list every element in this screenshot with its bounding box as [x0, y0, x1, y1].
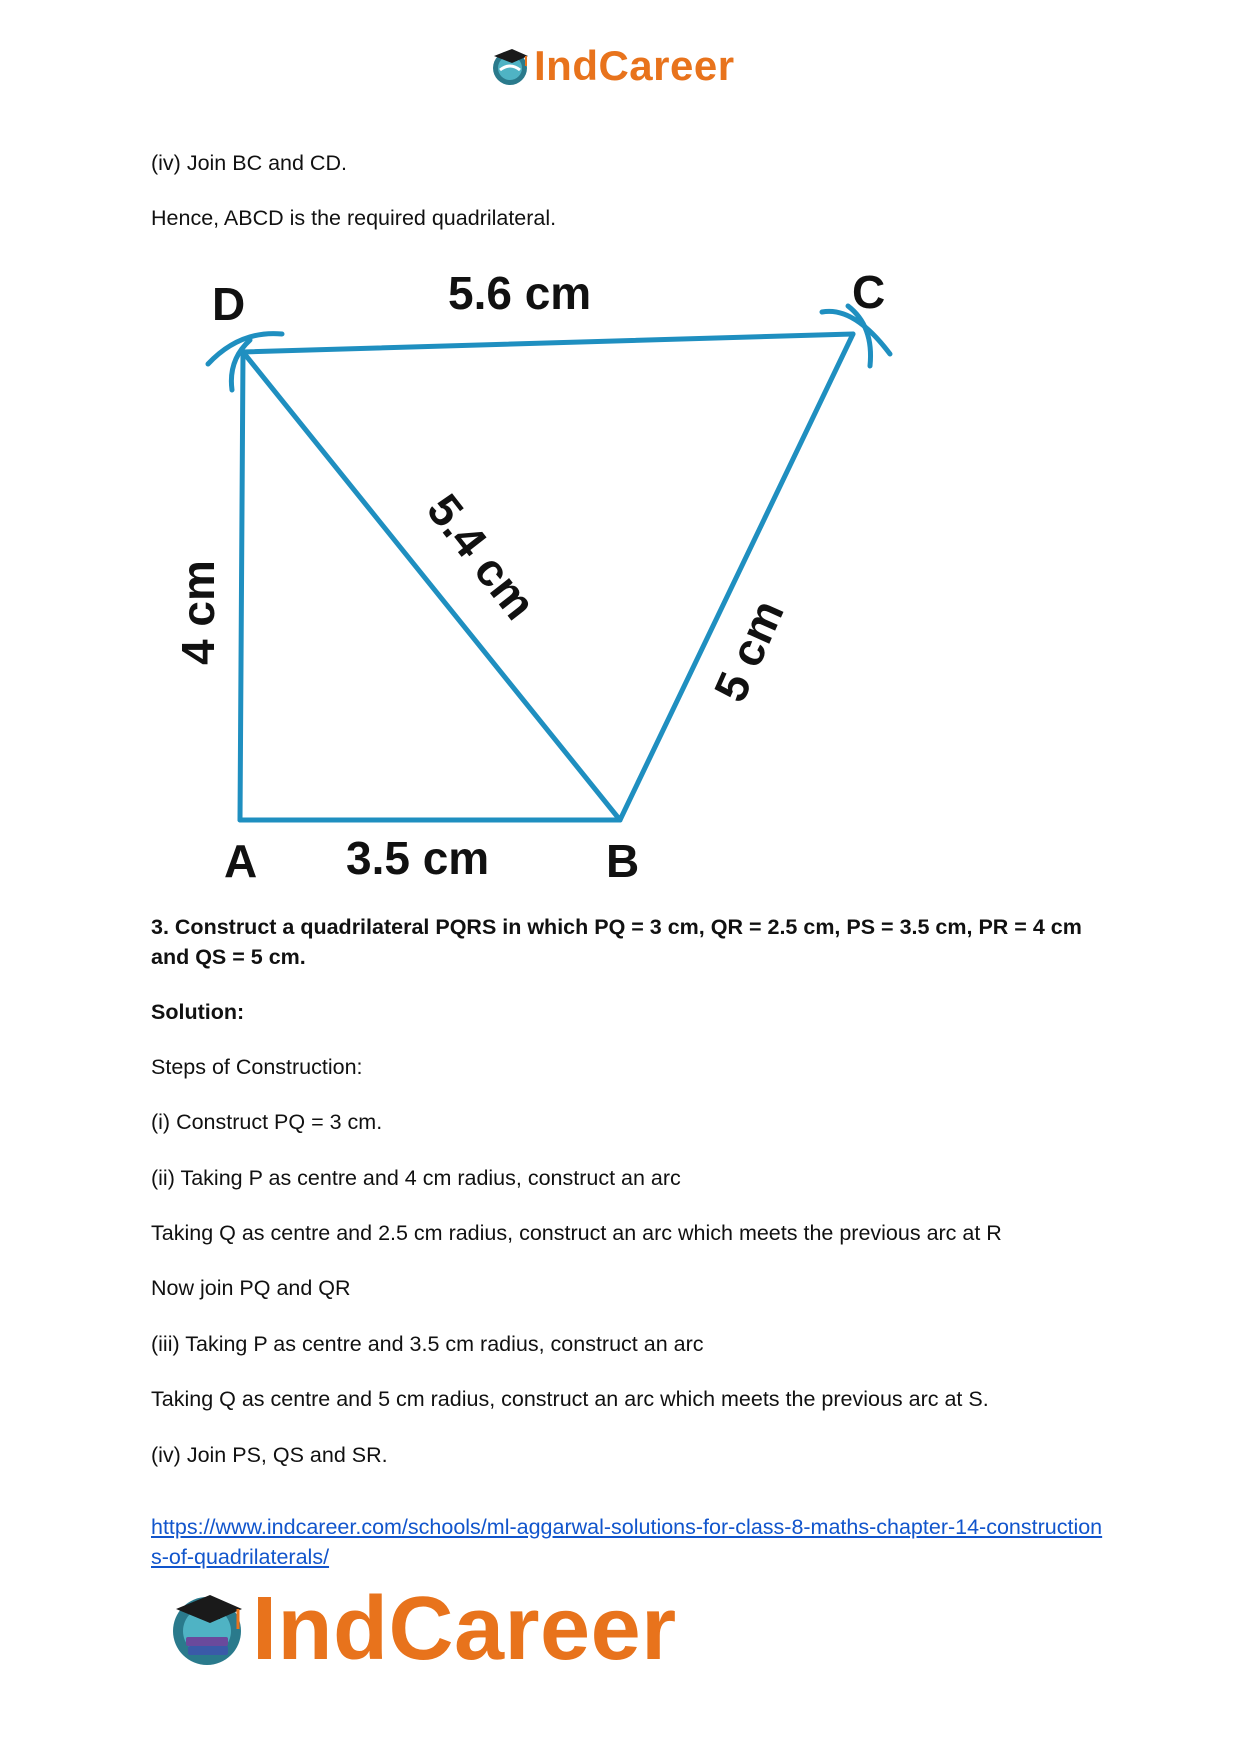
conclusion-text: Hence, ABCD is the required quadrilateral.: [151, 206, 557, 230]
step-ii-c: Now join PQ and QR: [151, 1276, 351, 1300]
step-i: (i) Construct PQ = 3 cm.: [151, 1110, 383, 1134]
step-iv-previous: (iv) Join BC and CD.: [151, 151, 347, 175]
label-dc: 5.6 cm: [448, 267, 592, 319]
question-3: 3. Construct a quadrilateral PQRS in which PQ = 3 cm, QR = 2.5 cm, PS = 3.5 cm, PR = 4 cm and QS = 5 cm.: [151, 915, 1082, 969]
footer-logo-wordmark: IndCareer: [252, 1579, 677, 1679]
label-bc: 5 cm: [703, 592, 794, 710]
label-ad: 4 cm: [172, 560, 224, 665]
header-logo[interactable]: [488, 42, 735, 90]
vertex-label-b: B: [606, 835, 640, 887]
step-ii: (ii) Taking P as centre and 4 cm radius, construct an arc: [151, 1166, 681, 1190]
label-bd: 5.4 cm: [417, 484, 547, 630]
vertex-label-a: A: [224, 835, 258, 887]
graduation-globe-books-icon: [164, 1587, 250, 1673]
figure-lines: [208, 306, 890, 820]
steps-heading: Steps of Construction:: [151, 1055, 363, 1079]
diagonal-bd: [243, 352, 620, 820]
logo-wordmark: IndCareer: [534, 42, 735, 89]
step-iv: (iv) Join PS, QS and SR.: [151, 1443, 388, 1467]
step-iii: (iii) Taking P as centre and 3.5 cm radius, construct an arc: [151, 1332, 704, 1356]
label-ab: 3.5 cm: [346, 832, 490, 884]
footer-logo[interactable]: [164, 1578, 677, 1681]
step-iii-b: Taking Q as centre and 5 cm radius, construct an arc which meets the previous arc at S.: [151, 1387, 989, 1411]
side-dc: [243, 334, 853, 352]
step-ii-b: Taking Q as centre and 2.5 cm radius, construct an arc which meets the previous arc at R: [151, 1221, 1002, 1245]
source-link[interactable]: https://www.indcareer.com/schools/ml-aggarwal-solutions-for-class-8-maths-chapter-14-constructions-of-quadrilaterals/: [151, 1515, 1103, 1569]
side-ad: [240, 352, 243, 820]
side-bc: [620, 334, 853, 820]
vertex-label-d: D: [212, 278, 246, 330]
graduation-globe-icon: [488, 44, 532, 88]
quadrilateral-abcd-figure: [150, 262, 910, 892]
solution-heading: Solution:: [151, 1000, 245, 1024]
vertex-label-c: C: [852, 266, 886, 318]
